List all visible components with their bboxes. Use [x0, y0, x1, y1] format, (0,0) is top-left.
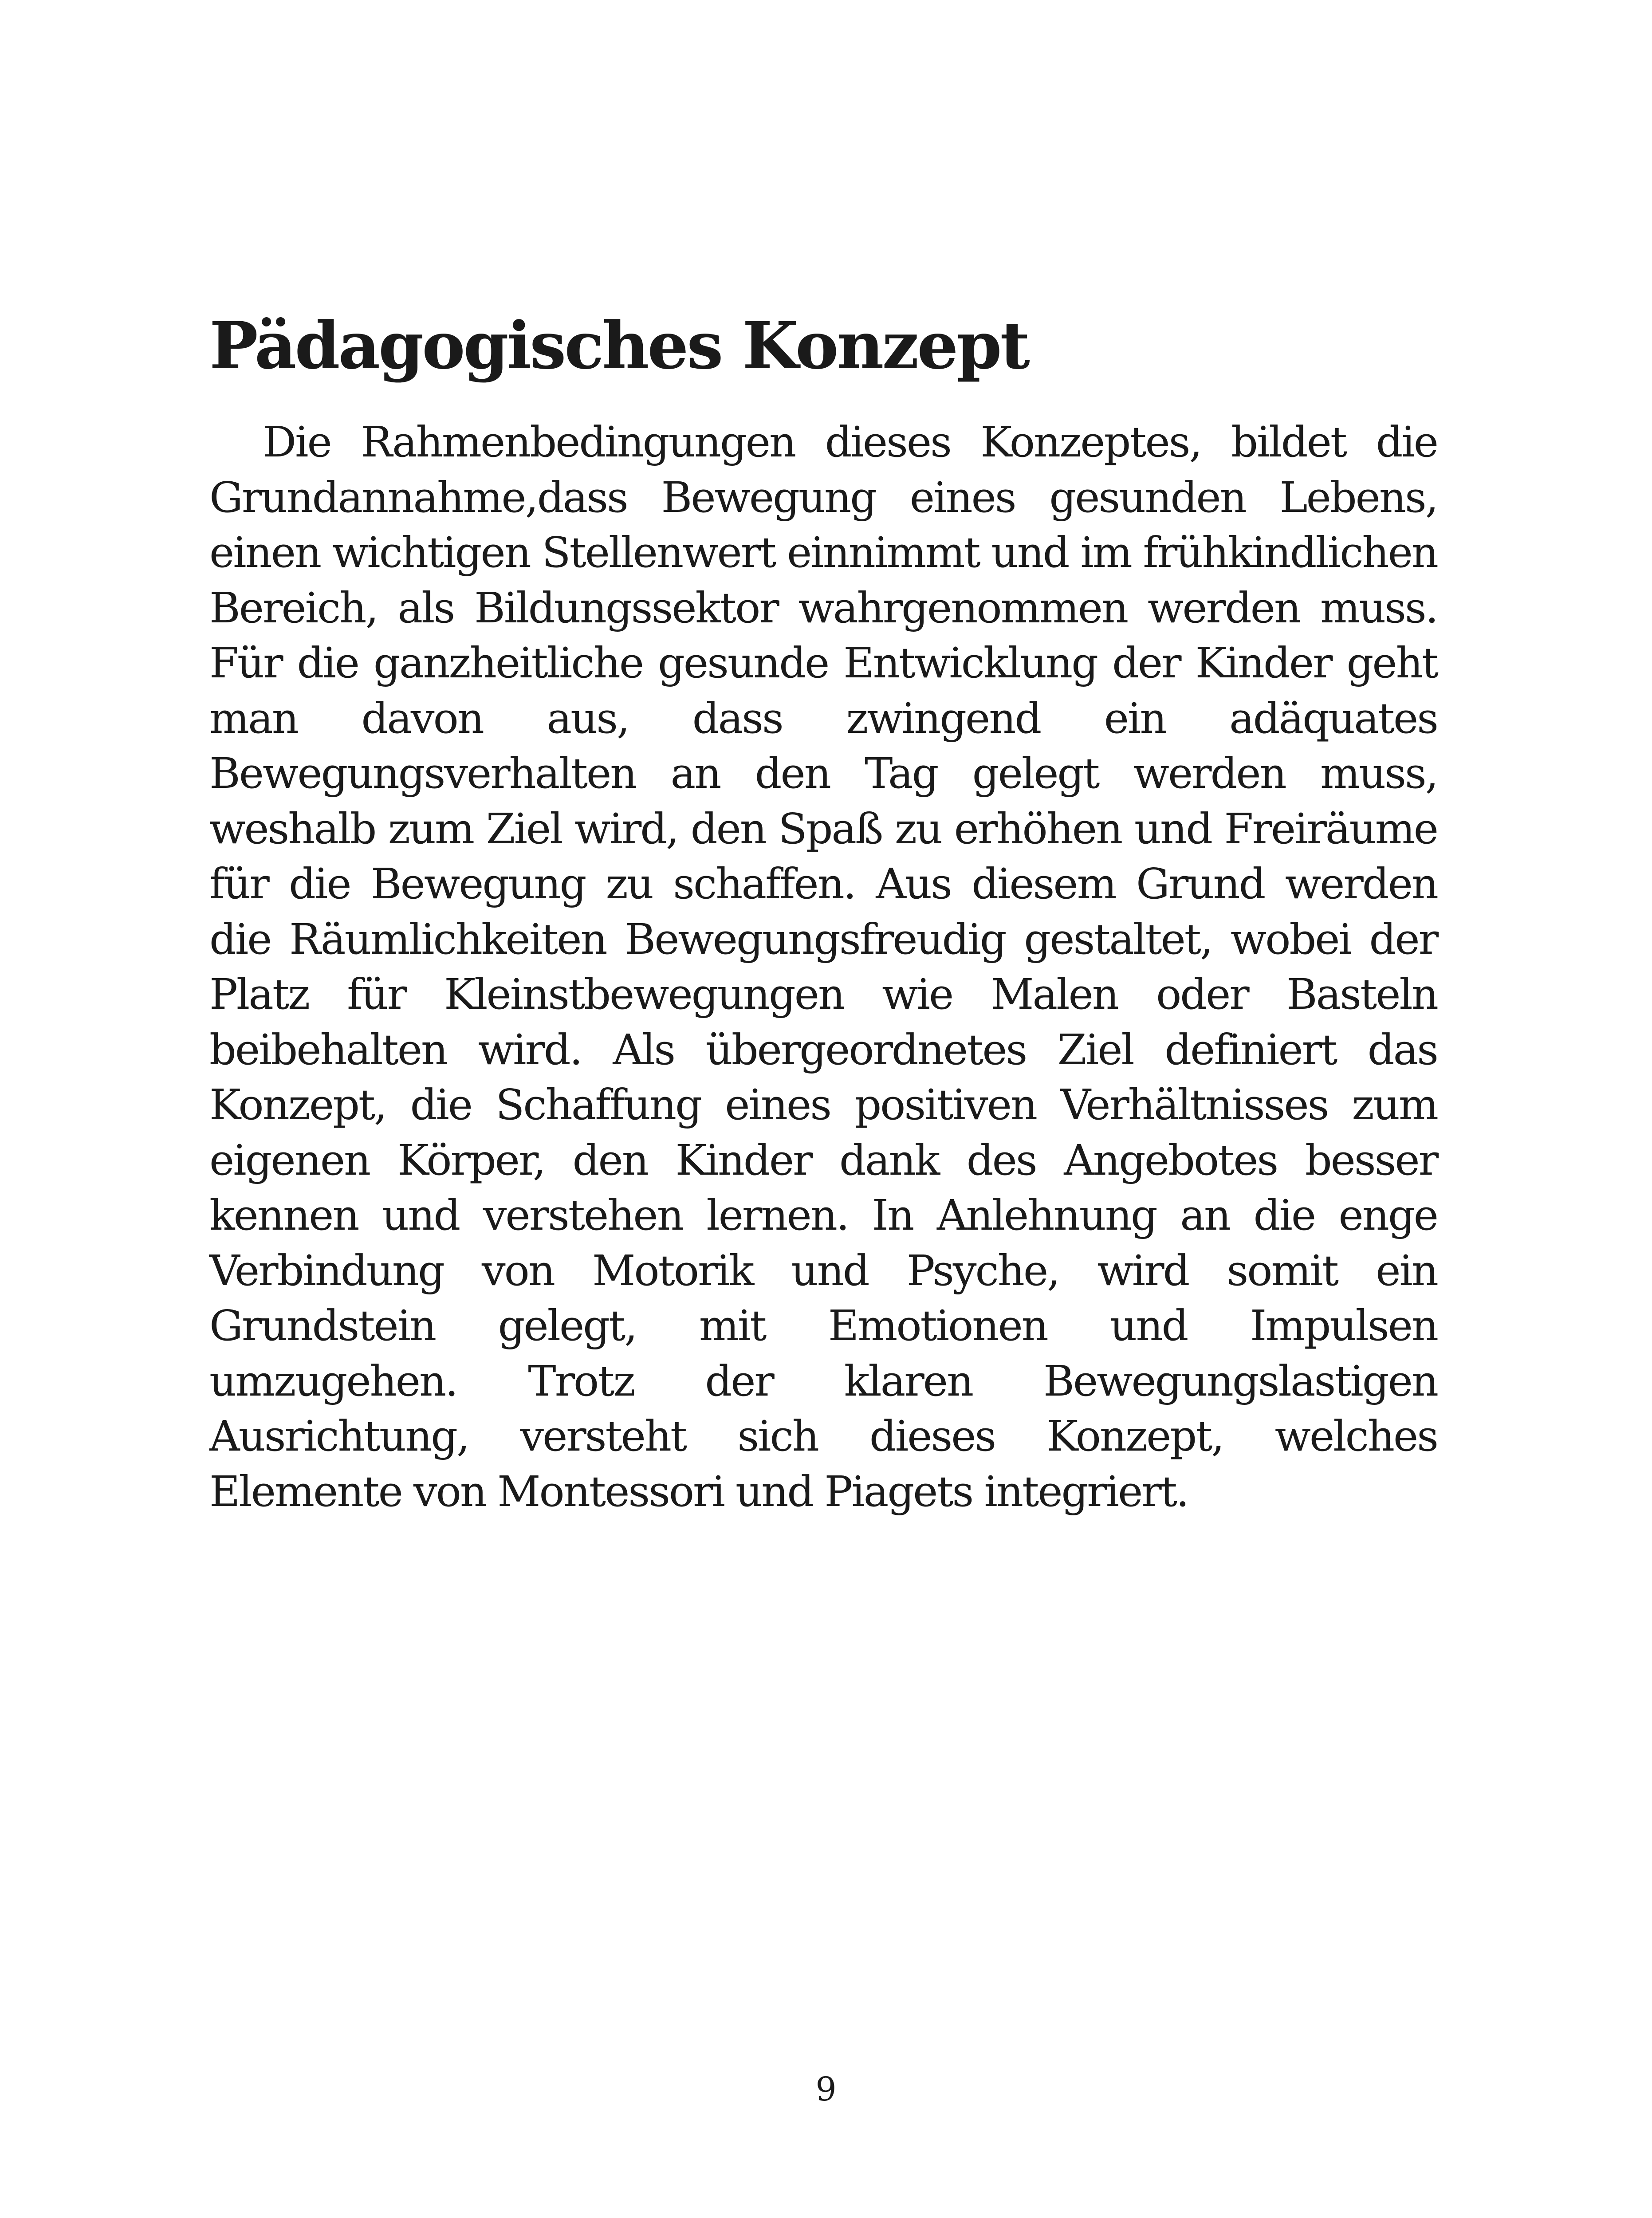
page-title: Pädagogisches Konzept [209, 308, 1028, 384]
page-number: 9 [815, 2070, 837, 2108]
body-paragraph: Die Rahmenbedingungen dieses Konzeptes, bildet die Grundannahme,dass Bewegung eines gesunden Lebens, einen wichtigen Stellenwert einnimmt und im frühkindlichen Bereich, als Bildungssektor wahrgenommen werden muss. Für die ganzheitliche gesunde Entwicklung der Kinder geht man davon aus, dass zwingend ein adäquates Bewegungsverhalten an den Tag gelegt werden muss, weshalb zum Ziel wird, den Spaß zu erhöhen und Freiräume für die Bewegung zu schaffen. Aus diesem Grund werden die Räumlichkeiten Bewegungsfreudig gestaltet, wobei der Platz für Kleinstbewegungen wie Malen oder Basteln beibehalten wird. Als übergeordnetes Ziel definiert das Konzept, die Schaffung eines positiven Verhältnisses zum eigenen Körper, den Kinder dank des Angebotes besser kennen und verstehen lernen. In Anlehnung an die enge Verbindung von Motorik und Psyche, wird somit ein Grundstein gelegt, mit Emotionen und Impulsen umzugehen. Trotz der klaren Bewegungslastigen Ausrichtung, versteht sich dieses Konzept, welches Elemente von Montessori und Piagets integriert. [209, 418, 1437, 1516]
